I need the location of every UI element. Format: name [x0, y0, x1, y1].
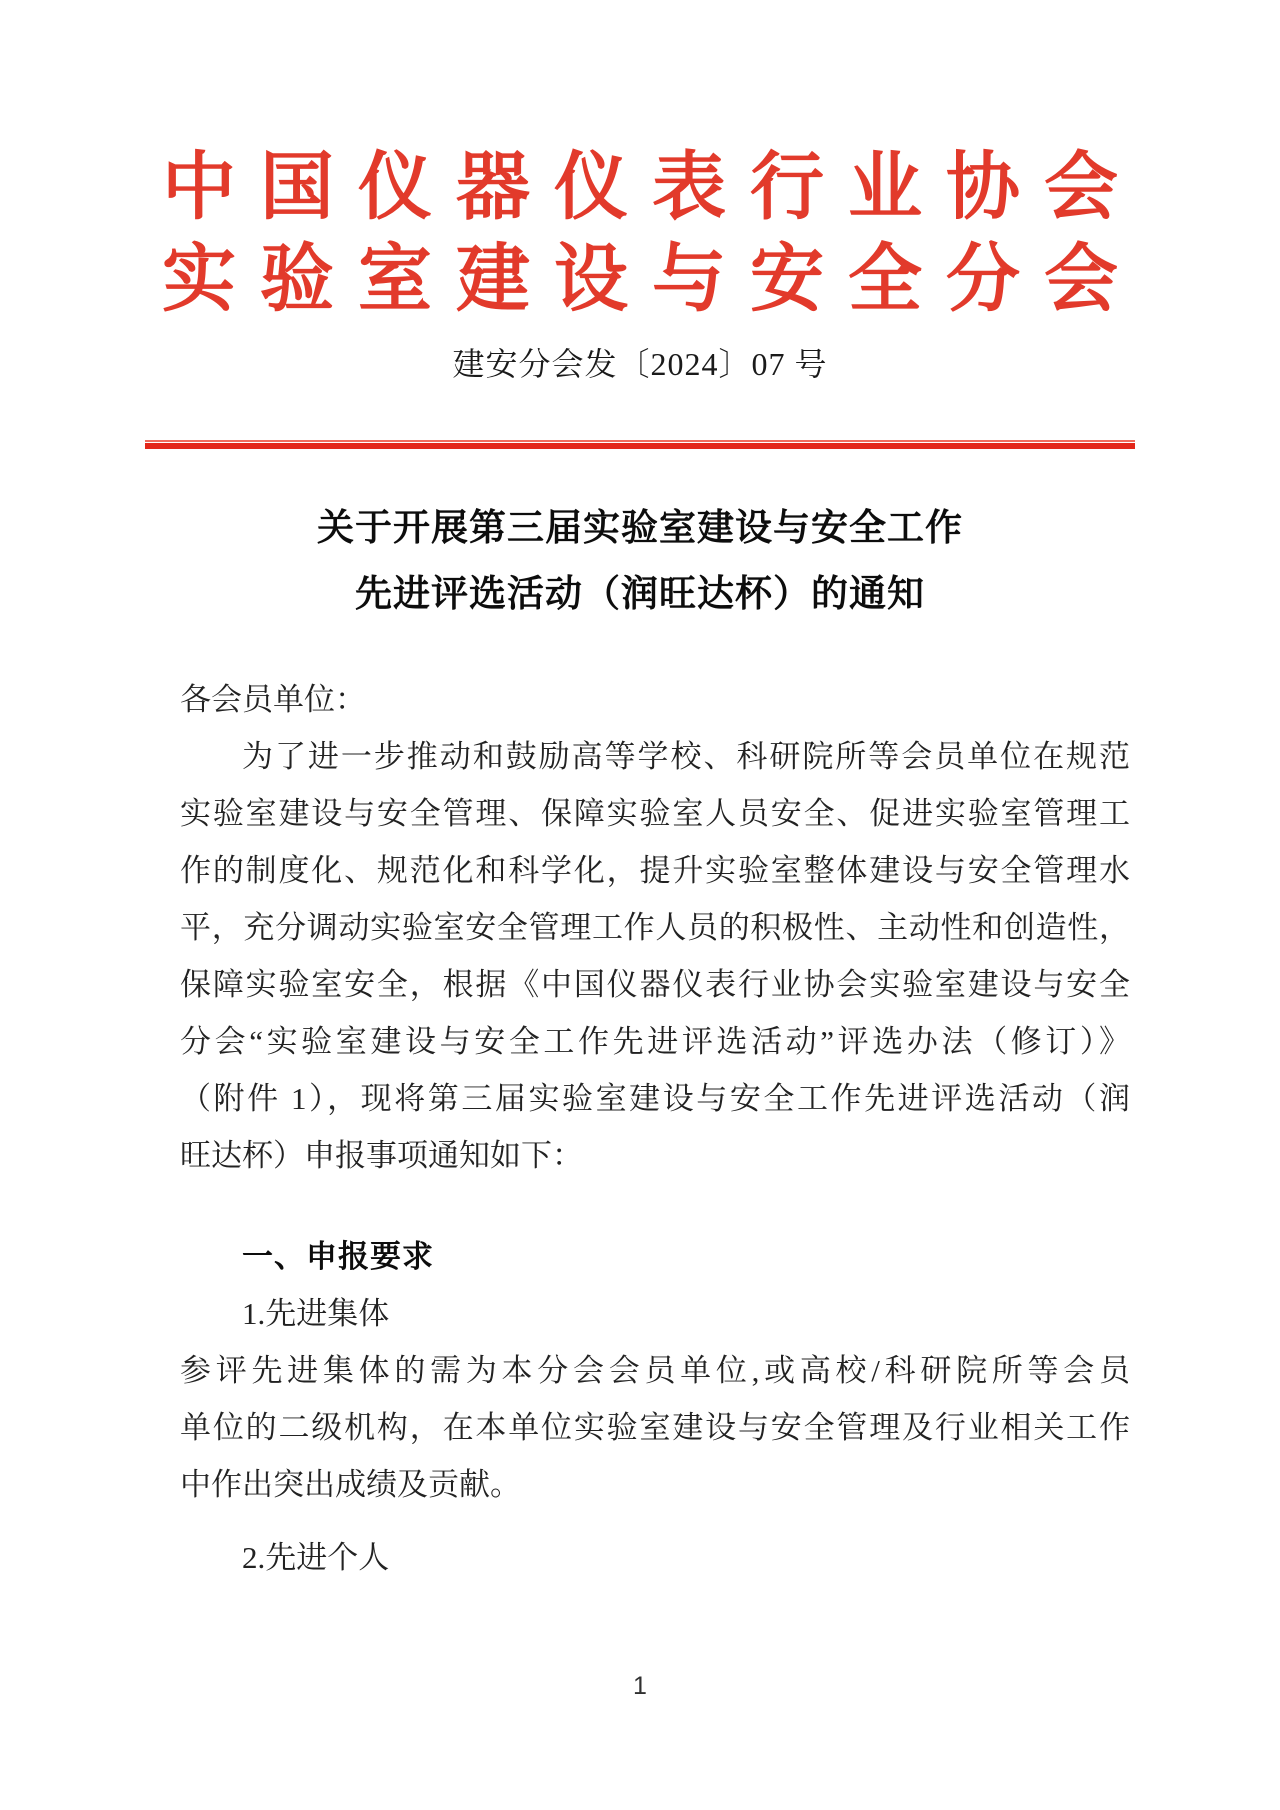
document-number: 建安分会发〔2024〕07 号 [452, 346, 828, 382]
document-body [180, 671, 1130, 1586]
red-separator-rule [145, 440, 1135, 449]
paragraph-line: 为了进一步推动和鼓励高等学校、科研院所等会员单位在规范 [242, 739, 1130, 774]
paragraph-line: 旺达杯）申报事项通知如下： [180, 1138, 583, 1173]
intro-paragraph [180, 728, 1130, 1184]
section-heading-application-requirements: 一、申报要求 [242, 1239, 434, 1274]
paragraph-line: （附件 1），现将第三届实验室建设与安全工作先进评选活动（润 [180, 1081, 1130, 1116]
item-title-advanced-individual: 2.先进个人 [242, 1540, 390, 1575]
document-title-line-1: 关于开展第三届实验室建设与安全工作 [317, 507, 963, 548]
org-name-line-2: 实验室建设与安全分会 [162, 239, 1142, 321]
paragraph-line: 平，充分调动实验室安全管理工作人员的积极性、主动性和创造性， [180, 910, 1130, 945]
item1-paragraph [180, 1342, 1130, 1513]
paragraph-line: 中作出突出成绩及贡献。 [180, 1467, 521, 1502]
letterhead [0, 0, 1280, 384]
document-title [0, 495, 1280, 627]
org-name-line-1: 中国仪器仪表行业协会 [162, 147, 1142, 229]
rule-thick-line [145, 443, 1135, 449]
paragraph-line: 分会“实验室建设与安全工作先进评选活动”评选办法（修订）》 [180, 1024, 1130, 1059]
item-title-advanced-collective: 1.先进集体 [242, 1296, 390, 1331]
paragraph-line: 参评先进集体的需为本分会会员单位,或高校/科研院所等会员 [180, 1353, 1130, 1388]
paragraph-line: 单位的二级机构，在本单位实验室建设与安全管理及行业相关工作 [180, 1410, 1130, 1445]
paragraph-line: 作的制度化、规范化和科学化，提升实验室整体建设与安全管理水 [180, 853, 1130, 888]
salutation: 各会员单位： [180, 682, 366, 717]
paragraph-line: 实验室建设与安全管理、保障实验室人员安全、促进实验室管理工 [180, 796, 1130, 831]
paragraph-line: 保障实验室安全，根据《中国仪器仪表行业协会实验室建设与安全 [180, 967, 1130, 1002]
page-number: 1 [633, 1672, 647, 1700]
document-title-line-2: 先进评选活动（润旺达杯）的通知 [355, 573, 925, 614]
